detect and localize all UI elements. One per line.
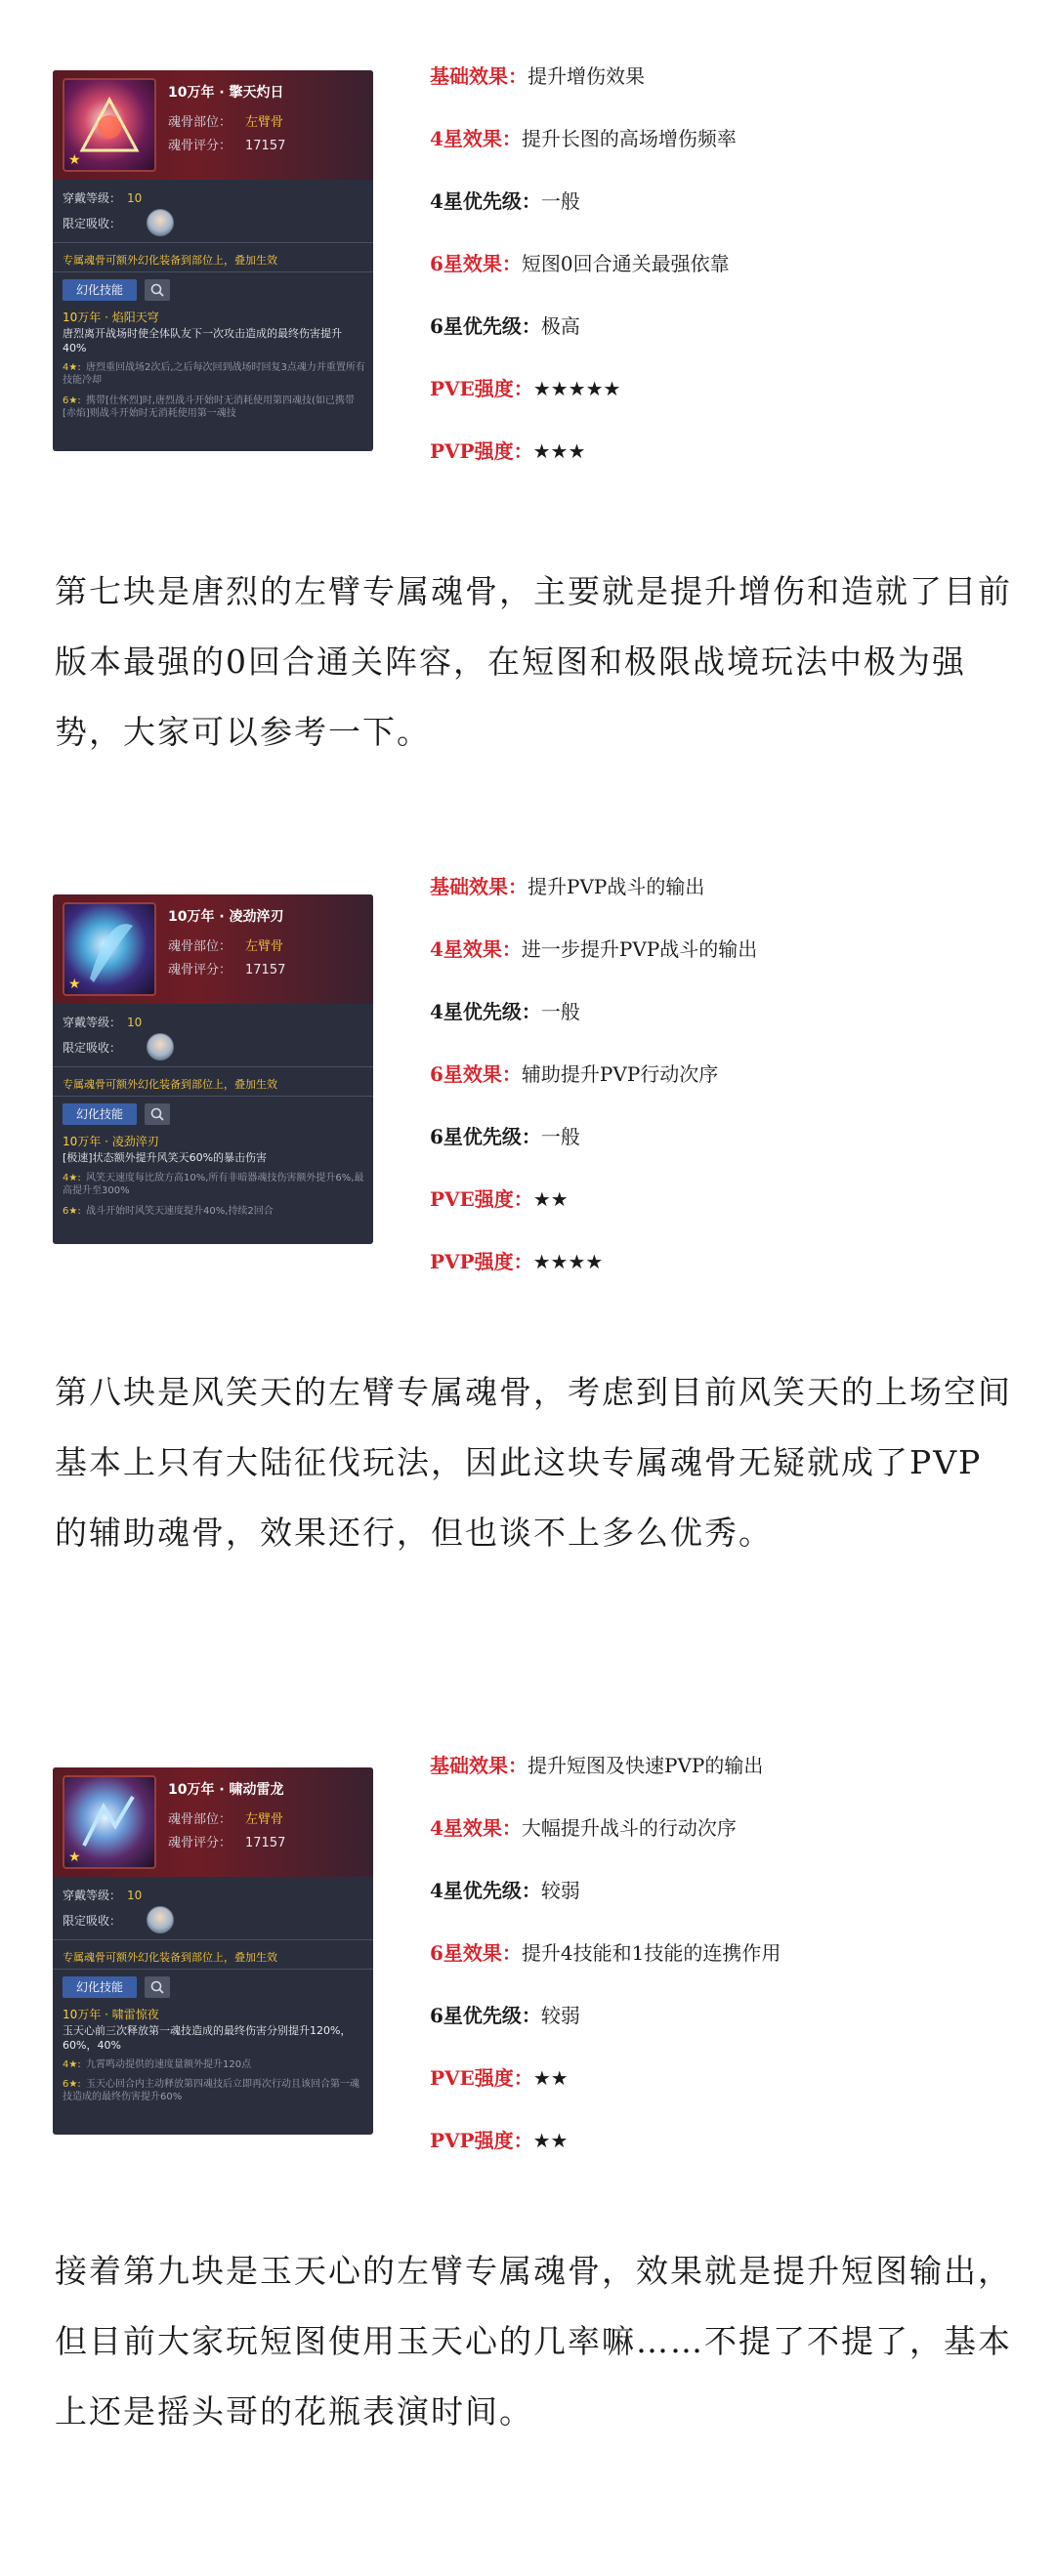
attr-6star: [430, 1937, 781, 1966]
skill-description: 唐烈离开战场时使全体队友下一次攻击造成的最终伤害提升40%: [63, 327, 342, 354]
score-value: 17157: [245, 963, 286, 977]
rarity-star-icon: ★: [68, 1849, 81, 1865]
note-mark: 4★:: [63, 1173, 81, 1184]
rarity-star-icon: ★: [68, 976, 81, 992]
attr-value: 一般: [540, 189, 580, 213]
attr-value: 一般: [540, 1125, 580, 1148]
absorb-label: 限定吸收：: [63, 1914, 122, 1928]
attr-value: 辅助提升PVP行动次序: [521, 1062, 719, 1086]
skill-description: [极速]状态额外提升风笑天60%的暴击伤害: [63, 1151, 268, 1164]
attr-key: 4星效果：: [430, 1816, 522, 1840]
divider: [53, 242, 373, 243]
attr-base: [430, 871, 704, 899]
attr-value: ★★: [532, 2066, 569, 2090]
divider: [53, 271, 373, 272]
attr-key: 6星优先级：: [430, 314, 541, 338]
level-value: 10: [127, 1889, 143, 1902]
attr-value: 大幅提升战斗的行动次序: [521, 1816, 737, 1840]
attr-key: 4星优先级：: [430, 1879, 541, 1902]
attr-4star-priority: [430, 996, 580, 1024]
attr-key: 4星效果：: [430, 937, 522, 961]
skill-name: 10万年 · 啸雷惊夜: [63, 2008, 159, 2021]
part-label: 魂骨部位：: [168, 115, 232, 130]
attr-4star-priority: [430, 186, 580, 214]
commentary-paragraph: 接着第九块是玉天心的左臂专属魂骨，效果就是提升短图输出，但目前大家玩短图使用玉天心的几率嘛……不提了不提了，基本上还是摇头哥的花瓶表演时间。: [55, 2252, 1012, 2431]
rarity-star-icon: ★: [68, 152, 81, 168]
note-mark: 4★:: [63, 362, 81, 373]
attr-4star-priority: [430, 1875, 580, 1903]
score-row: [168, 1832, 285, 1850]
attr-key: 4星优先级：: [430, 189, 541, 213]
attr-key: PVE强度：: [430, 2066, 533, 2090]
card-title: 10万年 · 擎天灼日: [168, 85, 284, 101]
card-header: [53, 1767, 373, 1877]
attr-pve: [430, 1184, 569, 1212]
attr-base: [430, 61, 645, 89]
part-label: 魂骨部位：: [168, 939, 232, 954]
score-value: 17157: [245, 1836, 286, 1850]
avatar: [147, 1033, 174, 1060]
attr-value: 提升长图的高场增伤频率: [521, 127, 737, 150]
part-value: 左臂骨: [245, 1812, 284, 1827]
attr-value: 提升短图及快速PVP的输出: [528, 1754, 764, 1777]
absorb-label: 限定吸收：: [63, 1041, 122, 1055]
attr-value: ★★: [532, 2129, 569, 2152]
attr-key: 基础效果：: [430, 1754, 528, 1777]
level-label: 穿戴等级：: [63, 1016, 122, 1029]
card-header: [53, 70, 373, 180]
attr-key: PVP强度：: [430, 439, 533, 463]
note-mark: 6★:: [63, 395, 81, 406]
soul-bone-card: [53, 1767, 373, 2135]
attr-key: PVE强度：: [430, 377, 533, 400]
skill-note-4star: [63, 2058, 365, 2071]
note-text: 战斗开始时风笑天速度提升40%,持续2回合: [86, 1206, 274, 1217]
attr-key: 6星优先级：: [430, 2004, 541, 2027]
magnifier-icon[interactable]: [145, 1976, 170, 1998]
skill-tag-button[interactable]: 幻化技能: [63, 279, 137, 301]
score-row: [168, 135, 285, 153]
note-text: 唐烈重回战场2次后,之后每次回到战场时回复3点魂力并重置所有技能冷却: [63, 362, 365, 386]
card-body: [53, 1004, 373, 1244]
avatar: [147, 209, 174, 236]
attr-key: 6星效果：: [430, 1941, 522, 1965]
score-label: 魂骨评分：: [168, 139, 232, 153]
attr-key: 6星效果：: [430, 252, 522, 275]
attr-key: PVP强度：: [430, 1250, 533, 1273]
card-body: [53, 1877, 373, 2135]
attr-value: ★★★★: [532, 1250, 604, 1273]
skill-note-6star: [63, 1205, 365, 1218]
absorb-label: 限定吸收：: [63, 217, 122, 230]
attr-pvp: [430, 1246, 603, 1274]
level-row: [63, 1014, 142, 1030]
attr-value: 极高: [540, 314, 580, 338]
part-value: 左臂骨: [245, 939, 284, 954]
attr-value: ★★★: [532, 439, 586, 463]
attr-value: 一般: [540, 1000, 580, 1023]
skill-note-6star: [63, 395, 365, 420]
attr-4star: [430, 123, 737, 151]
attr-pvp: [430, 2125, 568, 2153]
attr-value: 较弱: [540, 1879, 580, 1902]
attr-pve: [430, 373, 620, 401]
skill-name: 10万年 · 凌劲淬刃: [63, 1135, 159, 1148]
magnifier-icon[interactable]: [145, 1103, 170, 1125]
attr-value: 进一步提升PVP战斗的输出: [521, 937, 758, 961]
attr-key: 4星效果：: [430, 127, 522, 150]
divider: [53, 1969, 373, 1970]
attr-key: PVP强度：: [430, 2129, 533, 2152]
skill-note-6star: [63, 2078, 365, 2103]
divider: [53, 1096, 373, 1097]
skill-tag-button[interactable]: 幻化技能: [63, 1103, 137, 1125]
divider: [53, 1939, 373, 1940]
attr-key: 基础效果：: [430, 875, 528, 898]
avatar: [147, 1906, 174, 1933]
skill-note-4star: [63, 361, 365, 387]
divider: [53, 1066, 373, 1067]
part-row: [168, 1808, 283, 1827]
part-label: 魂骨部位：: [168, 1812, 232, 1827]
soul-bone-art-icon: [63, 1775, 156, 1869]
attr-6star: [430, 248, 730, 276]
attr-value: 短图0回合通关最强依靠: [521, 252, 730, 275]
soul-bone-card: [53, 894, 373, 1244]
commentary-paragraph: 第八块是风笑天的左臂专属魂骨，考虑到目前风笑天的上场空间基本上只有大陆征伐玩法，因此这块专属魂骨无疑就成了PVP的辅助魂骨，效果还行，但也谈不上多么优秀。: [55, 1373, 1012, 1552]
level-row: [63, 189, 142, 206]
part-row: [168, 111, 283, 130]
attr-6star-priority: [430, 1121, 580, 1149]
score-row: [168, 959, 285, 977]
attr-6star-priority: [430, 2000, 580, 2028]
skill-note-4star: [63, 1172, 365, 1197]
attr-6star-priority: [430, 311, 580, 339]
soul-bone-art-icon: [63, 902, 156, 996]
soul-bone-card: [53, 70, 373, 451]
attr-4star: [430, 1812, 737, 1841]
level-label: 穿戴等级：: [63, 191, 122, 205]
note-mark: 4★:: [63, 2059, 81, 2070]
score-label: 魂骨评分：: [168, 963, 232, 977]
commentary-paragraph: 第七块是唐烈的左臂专属魂骨，主要就是提升增伤和造就了目前版本最强的0回合通关阵容，在短图和极限战境玩法中极为强势，大家可以参考一下。: [55, 572, 1012, 751]
level-value: 10: [127, 1016, 143, 1029]
attr-key: 基础效果：: [430, 64, 528, 88]
attr-value: ★★: [532, 1187, 569, 1211]
note-mark: 6★:: [63, 2079, 81, 2090]
attr-key: 6星优先级：: [430, 1125, 541, 1148]
card-body: [53, 180, 373, 451]
skill-name: 10万年 · 焰阳天穹: [63, 311, 159, 324]
notice-text: 专属魂骨可额外幻化装备到部位上，叠加生效: [63, 1078, 277, 1091]
attr-value: 提升PVP战斗的输出: [528, 875, 705, 898]
attr-pvp: [430, 436, 585, 464]
level-label: 穿戴等级：: [63, 1889, 122, 1902]
level-value: 10: [127, 191, 143, 205]
part-value: 左臂骨: [245, 115, 284, 130]
note-mark: 6★:: [63, 1206, 81, 1217]
attr-value: 提升增伤效果: [528, 64, 645, 88]
score-label: 魂骨评分：: [168, 1836, 232, 1850]
magnifier-icon[interactable]: [145, 279, 170, 301]
attr-key: PVE强度：: [430, 1187, 533, 1211]
skill-tag-button[interactable]: 幻化技能: [63, 1976, 137, 1998]
card-title: 10万年 · 凌劲淬刃: [168, 909, 284, 925]
attr-value: 较弱: [540, 2004, 580, 2027]
attr-value: ★★★★★: [532, 377, 621, 400]
attr-key: 4星优先级：: [430, 1000, 541, 1023]
attr-base: [430, 1750, 763, 1778]
note-text: 风笑天速度每比敌方高10%,所有非暗器魂技伤害额外提升6%,最高提升至300%: [63, 1173, 364, 1196]
card-title: 10万年 · 啸动雷龙: [168, 1782, 284, 1798]
note-text: 携带[仕怀烈]时,唐烈战斗开始时无消耗使用第四魂技(如已携带[赤焰]则战斗开始时无消耗使用第一魂技: [63, 395, 355, 419]
notice-text: 专属魂骨可额外幻化装备到部位上，叠加生效: [63, 1951, 277, 1964]
note-text: 玉天心回合内主动释放第四魂技后立即再次行动且该回合第一魂技造成的最终伤害提升60%: [63, 2079, 359, 2102]
attr-key: 6星效果：: [430, 1062, 522, 1086]
attr-value: 提升4技能和1技能的连携作用: [521, 1941, 781, 1965]
part-row: [168, 935, 283, 954]
card-header: [53, 894, 373, 1004]
level-row: [63, 1887, 142, 1903]
score-value: 17157: [245, 139, 286, 153]
attr-pve: [430, 2062, 569, 2091]
notice-text: 专属魂骨可额外幻化装备到部位上，叠加生效: [63, 254, 277, 267]
skill-description: 玉天心前三次释放第一魂技造成的最终伤害分别提升120%，60%，40%: [63, 2024, 352, 2052]
note-text: 九霄鸣动提供的速度量额外提升120点: [86, 2059, 252, 2070]
attr-6star: [430, 1059, 718, 1087]
soul-bone-art-icon: [63, 78, 156, 172]
attr-4star: [430, 934, 757, 962]
